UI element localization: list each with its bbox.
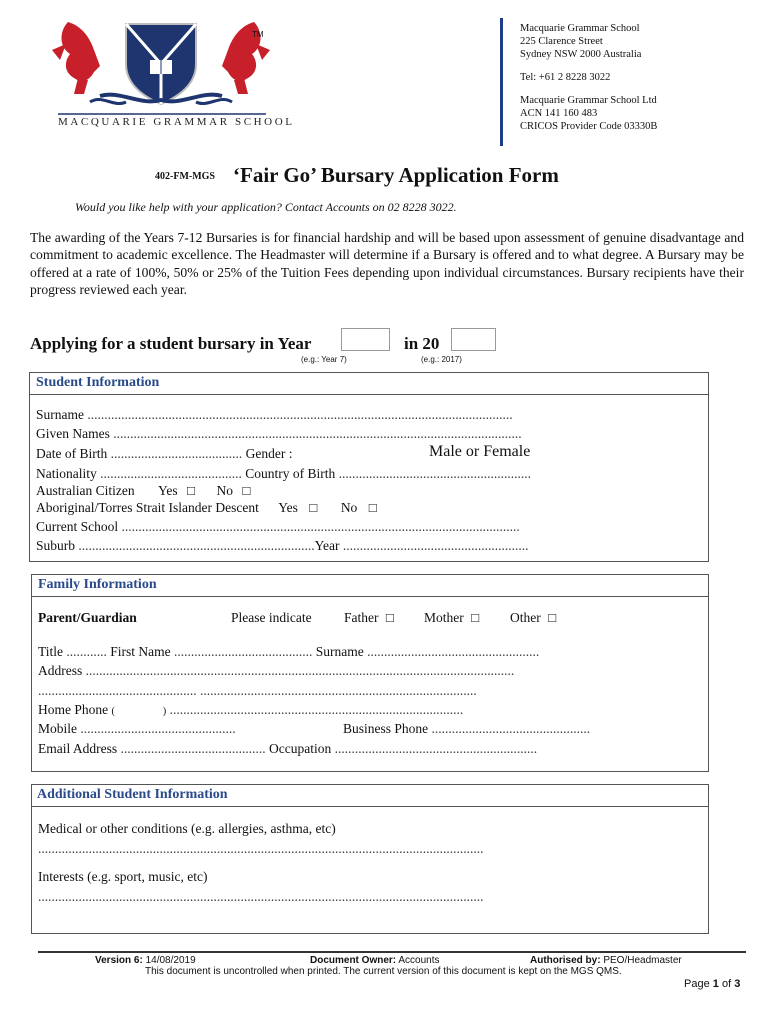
home-phone-label: Home Phone bbox=[38, 702, 109, 717]
additional-section-title: Additional Student Information bbox=[37, 787, 228, 802]
footer-owner bbox=[310, 955, 440, 966]
atsi-yes-checkbox[interactable]: □ bbox=[309, 500, 318, 515]
address-line-1: Macquarie Grammar School bbox=[520, 23, 640, 34]
please-indicate-label: Please indicate bbox=[231, 610, 312, 625]
mobile-field[interactable]: Mobile .............................................. bbox=[38, 721, 236, 736]
footer-authorised bbox=[530, 955, 682, 966]
surname-field[interactable]: Surname .............................................................................................................................. bbox=[36, 407, 513, 422]
suburb-label: Suburb bbox=[36, 538, 76, 553]
given-names-field[interactable]: Given Names ......................................................................................................................... bbox=[36, 426, 522, 441]
current-school-field[interactable]: Current School ...................................................................................................................... bbox=[36, 519, 520, 534]
title-label: Title bbox=[38, 644, 64, 659]
business-phone-label: Business Phone bbox=[343, 721, 429, 736]
mother-option bbox=[424, 610, 479, 626]
authorised-value: PEO/Headmaster bbox=[603, 955, 682, 966]
current-school-label: Current School bbox=[36, 519, 119, 534]
surname-label: Surname bbox=[36, 407, 84, 422]
interests-field[interactable]: .................................................................................................................................... bbox=[38, 889, 484, 904]
suburb-year-field[interactable]: Suburb ......................................................................Year ....................................................... bbox=[36, 538, 529, 553]
address-line-3: Sydney NSW 2000 Australia bbox=[520, 49, 642, 60]
year-level-input[interactable] bbox=[341, 328, 390, 351]
other-label: Other bbox=[510, 610, 541, 625]
father-option bbox=[344, 610, 394, 626]
owner-value: Accounts bbox=[398, 955, 440, 966]
calendar-year-input[interactable] bbox=[451, 328, 496, 351]
other-checkbox[interactable]: □ bbox=[548, 610, 557, 625]
trademark-mark: TM bbox=[252, 30, 264, 39]
page-current: 1 bbox=[712, 978, 719, 990]
form-title: ‘Fair Go’ Bursary Application Form bbox=[233, 163, 559, 187]
australian-citizen-row bbox=[36, 483, 251, 499]
other-option bbox=[510, 610, 556, 626]
atsi-descent-row bbox=[36, 500, 377, 516]
version-label: Version 6: bbox=[95, 955, 143, 966]
given-names-label: Given Names bbox=[36, 426, 110, 441]
date-of-birth-field[interactable]: Date of Birth ....................................... Gender : bbox=[36, 446, 293, 461]
mobile-label: Mobile bbox=[38, 721, 77, 736]
owner-label: Document Owner: bbox=[310, 955, 397, 966]
interests-label: Interests (e.g. sport, music, etc) bbox=[38, 869, 208, 884]
australian-citizen-label: Australian Citizen bbox=[36, 483, 135, 498]
help-contact-line: Would you like help with your application? Contact Accounts on 02 8228 3022. bbox=[75, 200, 457, 214]
company-line-2: ACN 141 160 483 bbox=[520, 108, 598, 119]
citizen-yes-label: Yes bbox=[157, 483, 178, 498]
intro-paragraph: The awarding of the Years 7-12 Bursaries is for financial hardship and will be based upon assessment of genuine disadvantage and commitment to academic excellence. The Headmaster will determine if a Bursary is offered and to what degree. A Bursary may be offered at a rate of 100%, 50% or 25% of the Tuition Fees depending upon individual circumstances. Bursary recipients have their progress reviewed each year. bbox=[30, 230, 744, 297]
student-section-title: Student Information bbox=[36, 375, 160, 390]
gender-options[interactable]: Male or Female bbox=[429, 443, 531, 460]
atsi-label: Aboriginal/Torres Strait Islander Descent bbox=[36, 500, 259, 515]
telephone: Tel: +61 2 8228 3022 bbox=[520, 72, 611, 83]
page-number bbox=[684, 978, 740, 990]
in-year-label: in 20 bbox=[404, 334, 440, 353]
company-line-1: Macquarie Grammar School Ltd bbox=[520, 95, 657, 106]
citizen-yes-checkbox[interactable]: □ bbox=[187, 483, 196, 498]
school-address-block bbox=[520, 22, 657, 133]
country-of-birth-label: Country of Birth bbox=[245, 466, 336, 481]
applying-year-label: Applying for a student bursary in Year bbox=[30, 334, 312, 353]
medical-conditions-label: Medical or other conditions (e.g. allergies, asthma, etc) bbox=[38, 821, 336, 836]
logo-school-name: MACQUARIE GRAMMAR SCHOOL bbox=[58, 116, 295, 128]
mother-checkbox[interactable]: □ bbox=[471, 610, 480, 625]
mother-label: Mother bbox=[424, 610, 464, 625]
version-value: 14/08/2019 bbox=[145, 955, 196, 966]
address-label: Address bbox=[38, 663, 83, 678]
footer-version bbox=[95, 955, 196, 966]
student-information-section bbox=[29, 372, 709, 562]
business-phone-field[interactable]: Business Phone ............................................... bbox=[343, 721, 591, 736]
page-of: of bbox=[721, 978, 732, 990]
atsi-no-label: No bbox=[340, 500, 358, 515]
occupation-label: Occupation bbox=[269, 741, 332, 756]
home-phone-field[interactable]: Home Phone ( ) ....................................................................................... bbox=[38, 702, 464, 717]
footer-uncontrolled-note: This document is uncontrolled when printed. The current version of this document is kept on the MGS QMS. bbox=[145, 966, 622, 977]
parent-surname-label: Surname bbox=[315, 644, 364, 659]
page-total: 3 bbox=[734, 978, 741, 990]
address-line-2-field[interactable]: ............................................... .................................................................................. bbox=[38, 683, 477, 698]
gender-label: Gender : bbox=[245, 446, 293, 461]
header-divider-bar bbox=[500, 18, 503, 146]
additional-information-section bbox=[31, 784, 709, 934]
parent-name-row[interactable]: Title ............ First Name ......................................... Surname ................................................... bbox=[38, 644, 540, 659]
atsi-no-checkbox[interactable]: □ bbox=[368, 500, 377, 515]
nationality-field[interactable]: Nationality .......................................... Country of Birth ......................................................... bbox=[36, 466, 531, 481]
year-label: Year bbox=[314, 538, 340, 553]
nationality-label: Nationality bbox=[36, 466, 97, 481]
area-code-open: ( bbox=[111, 706, 115, 717]
year-level-hint: (e.g.: Year 7) bbox=[301, 355, 347, 364]
father-checkbox[interactable]: □ bbox=[385, 610, 395, 625]
first-name-label: First Name bbox=[110, 644, 171, 659]
family-section-title: Family Information bbox=[38, 577, 157, 592]
family-information-section bbox=[31, 574, 709, 772]
citizen-no-label: No bbox=[216, 483, 234, 498]
company-line-3: CRICOS Provider Code 03330B bbox=[520, 121, 658, 132]
footer-rule bbox=[38, 951, 746, 953]
citizen-no-checkbox[interactable]: □ bbox=[242, 483, 251, 498]
page-label: Page bbox=[684, 978, 710, 990]
father-label: Father bbox=[344, 610, 379, 625]
parent-guardian-label: Parent/Guardian bbox=[38, 610, 137, 625]
dob-label: Date of Birth bbox=[36, 446, 108, 461]
email-label: Email Address bbox=[38, 741, 118, 756]
authorised-label: Authorised by: bbox=[530, 955, 601, 966]
calendar-year-hint: (e.g.: 2017) bbox=[421, 355, 462, 364]
address-field[interactable]: Address ............................................................................................................................... bbox=[38, 663, 515, 678]
form-code: 402-FM-MGS bbox=[155, 171, 215, 182]
atsi-yes-label: Yes bbox=[278, 500, 298, 515]
email-occupation-row[interactable]: Email Address ........................................... Occupation ............................................................ bbox=[38, 741, 538, 756]
address-line-2: 225 Clarence Street bbox=[520, 36, 603, 47]
medical-conditions-field[interactable]: .................................................................................................................................... bbox=[38, 841, 484, 856]
area-code-close: ) bbox=[162, 706, 167, 717]
